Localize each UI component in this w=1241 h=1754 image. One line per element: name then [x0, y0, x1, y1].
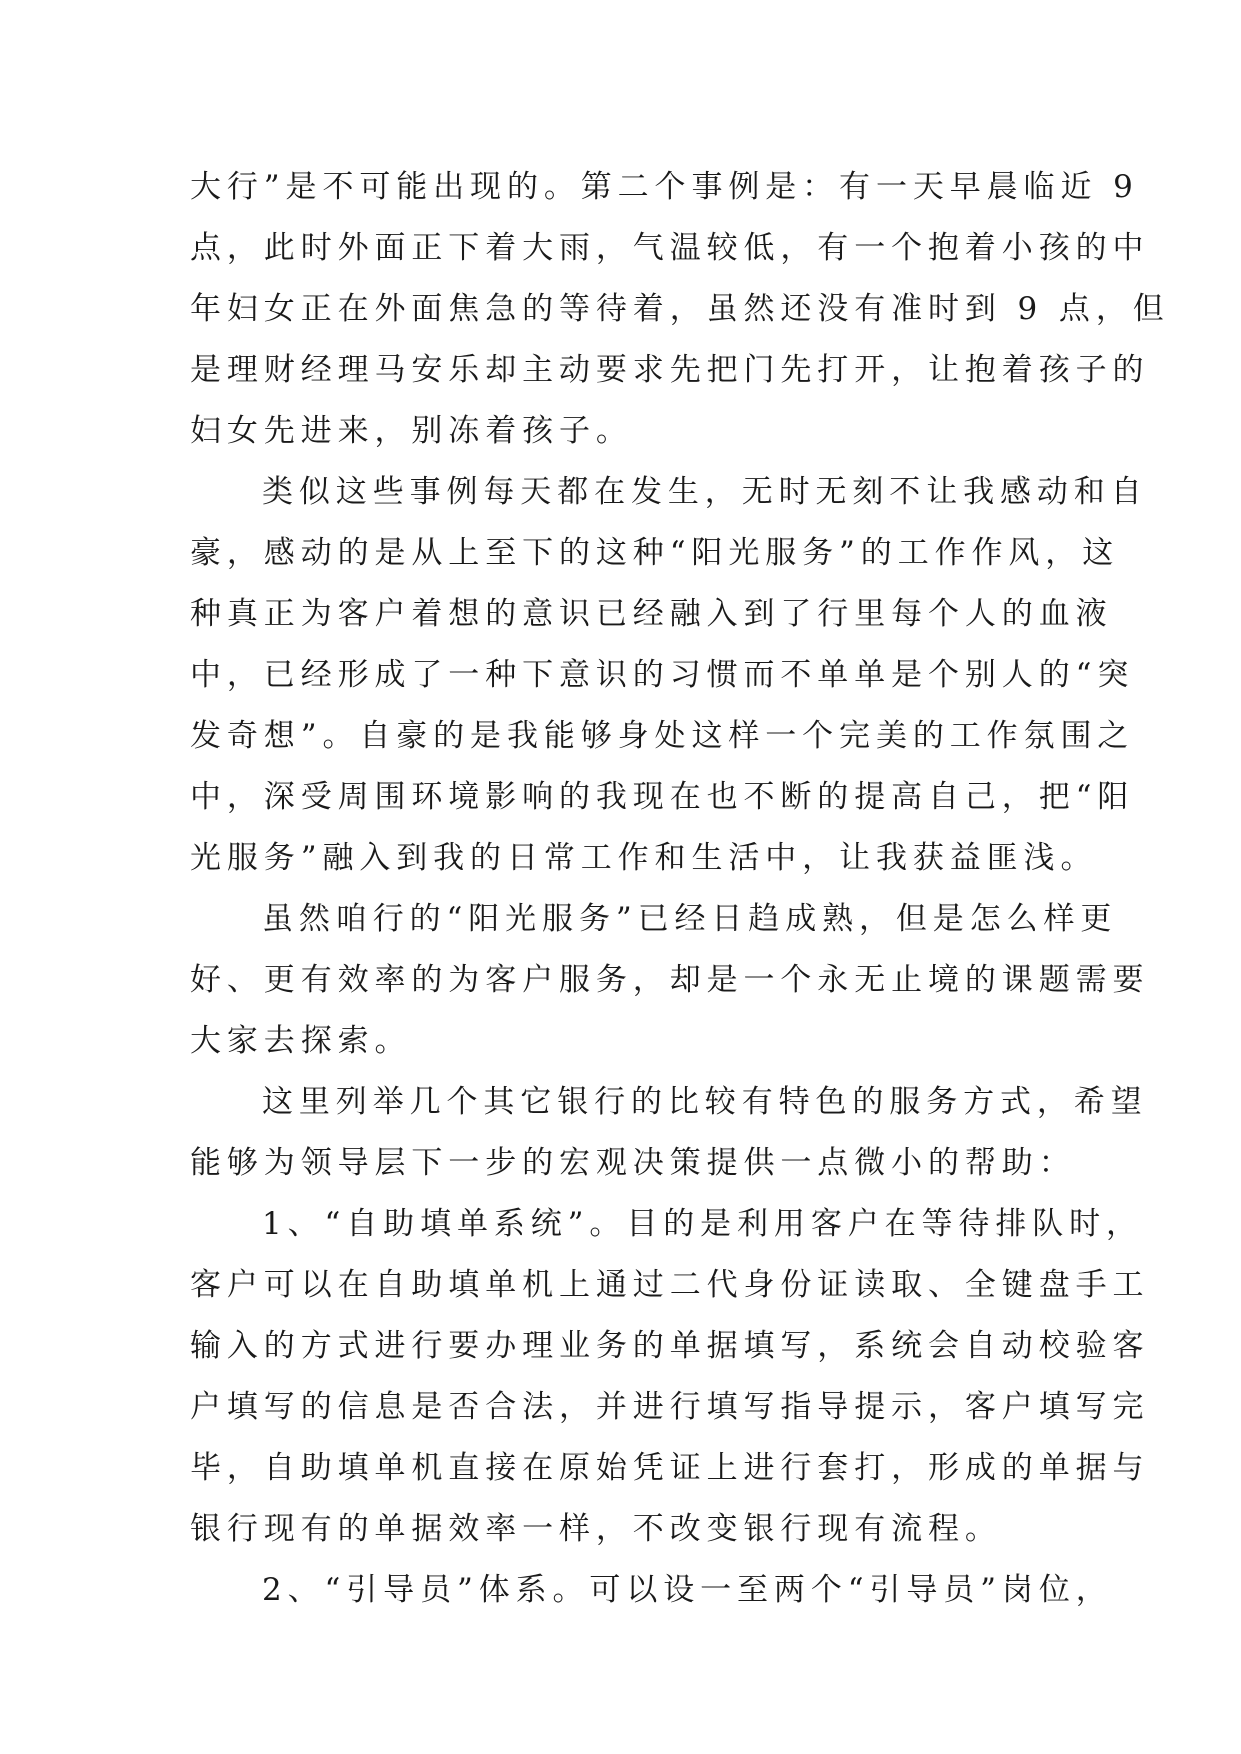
text-line: 1、“自助填单系统”。目的是利用客户在等待排队时， [262, 1206, 1143, 1242]
text-line: 客户可以在自助填单机上通过二代身份证读取、全键盘手工 [190, 1267, 1150, 1303]
text-line: 类似这些事例每天都在发生，无时无刻不让我感动和自 [262, 474, 1148, 510]
text-line: 大行”是不可能出现的。第二个事例是：有一天早晨临近 9 [190, 169, 1139, 205]
text-line: 中，已经形成了一种下意识的习惯而不单单是个别人的“突 [190, 657, 1135, 693]
text-line: 光服务”融入到我的日常工作和生活中，让我获益匪浅。 [190, 840, 1098, 876]
text-line: 是理财经理马安乐却主动要求先把门先打开，让抱着孩子的 [190, 352, 1150, 388]
text-line: 好、更有效率的为客户服务，却是一个永无止境的课题需要 [190, 962, 1150, 998]
text-line: 户填写的信息是否合法，并进行填写指导提示，客户填写完 [190, 1389, 1150, 1425]
text-line: 能够为领导层下一步的宏观决策提供一点微小的帮助： [190, 1145, 1076, 1181]
text-line: 种真正为客户着想的意识已经融入到了行里每个人的血液 [190, 596, 1113, 632]
text-line: 2、“引导员”体系。可以设一至两个“引导员”岗位， [262, 1572, 1113, 1608]
text-line: 点，此时外面正下着大雨，气温较低，有一个抱着小孩的中 [190, 230, 1150, 266]
text-line: 发奇想”。自豪的是我能够身处这样一个完美的工作氛围之 [190, 718, 1135, 754]
text-line: 输入的方式进行要办理业务的单据填写，系统会自动校验客 [190, 1328, 1150, 1364]
text-line: 银行现有的单据效率一样，不改变银行现有流程。 [190, 1511, 1002, 1547]
text-line: 大家去探索。 [190, 1023, 412, 1059]
text-line: 妇女先进来，别冻着孩子。 [190, 413, 633, 449]
text-line: 虽然咱行的“阳光服务”已经日趋成熟，但是怎么样更 [262, 901, 1118, 937]
text-line: 豪，感动的是从上至下的这种“阳光服务”的工作作风，这 [190, 535, 1120, 571]
text-line: 年妇女正在外面焦急的等待着，虽然还没有准时到 9 点，但 [190, 291, 1170, 327]
text-line: 毕，自助填单机直接在原始凭证上进行套打，形成的单据与 [190, 1450, 1150, 1486]
text-line: 这里列举几个其它银行的比较有特色的服务方式，希望 [262, 1084, 1148, 1120]
text-line: 中，深受周围环境影响的我现在也不断的提高自己，把“阳 [190, 779, 1135, 815]
body-text [190, 157, 1170, 1621]
